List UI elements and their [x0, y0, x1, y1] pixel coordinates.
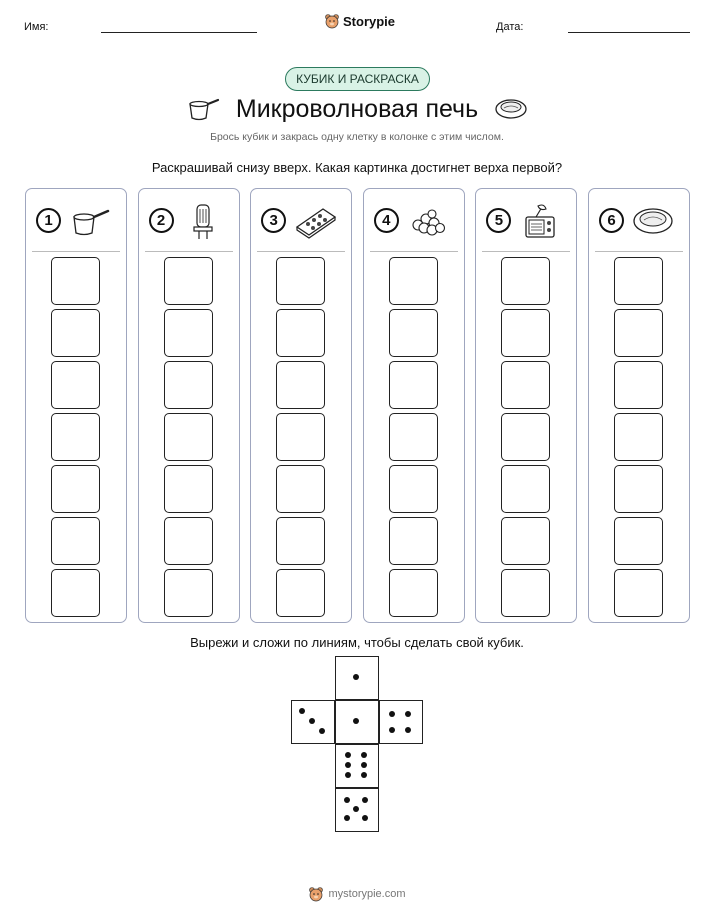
color-box[interactable]	[164, 517, 213, 565]
pip	[344, 815, 350, 821]
color-box[interactable]	[389, 517, 438, 565]
color-box[interactable]	[501, 569, 550, 617]
column-header	[139, 189, 239, 251]
color-box[interactable]	[51, 413, 100, 461]
saucepan-icon	[68, 201, 112, 241]
bowl-icon	[494, 96, 528, 122]
column-1	[25, 188, 127, 623]
column-4	[363, 188, 465, 623]
column-6	[588, 188, 690, 623]
color-box[interactable]	[501, 361, 550, 409]
popcorn-icon	[406, 201, 450, 241]
column-divider	[370, 251, 458, 252]
tray-icon	[293, 201, 337, 241]
pip	[345, 752, 351, 758]
pip	[389, 727, 395, 733]
color-box[interactable]	[51, 361, 100, 409]
title-row	[0, 93, 714, 127]
column-header	[589, 189, 689, 251]
cut-instruction: Вырежи и сложи по линиям, чтобы сделать свой кубик.	[190, 635, 524, 650]
pip	[345, 762, 351, 768]
date-line	[568, 32, 690, 33]
date-label: Дата:	[496, 21, 524, 33]
storypie-bear-icon	[324, 13, 340, 29]
color-box[interactable]	[501, 309, 550, 357]
column-header	[476, 189, 576, 251]
color-box[interactable]	[164, 465, 213, 513]
color-box[interactable]	[614, 517, 663, 565]
column-number: 1	[36, 208, 61, 233]
color-box[interactable]	[51, 257, 100, 305]
color-box[interactable]	[51, 465, 100, 513]
color-box[interactable]	[51, 569, 100, 617]
magnetron-tube-icon	[181, 201, 225, 241]
page-title: Микроволновая печь	[235, 95, 479, 123]
column-divider	[482, 251, 570, 252]
color-box[interactable]	[614, 465, 663, 513]
category-badge: КУБИК И РАСКРАСКА	[285, 67, 430, 91]
color-box[interactable]	[276, 257, 325, 305]
pip	[362, 797, 368, 803]
color-box[interactable]	[614, 569, 663, 617]
brand-logo	[324, 13, 395, 29]
color-box[interactable]	[164, 413, 213, 461]
columns-area	[25, 188, 690, 623]
column-header	[26, 189, 126, 251]
color-box[interactable]	[276, 517, 325, 565]
color-box[interactable]	[276, 465, 325, 513]
color-box[interactable]	[389, 413, 438, 461]
column-divider	[32, 251, 120, 252]
color-box[interactable]	[276, 361, 325, 409]
pip	[345, 772, 351, 778]
pip	[405, 727, 411, 733]
color-box[interactable]	[51, 517, 100, 565]
die-face-6	[335, 744, 379, 788]
column-header	[364, 189, 464, 251]
color-box[interactable]	[614, 361, 663, 409]
column-number: 3	[261, 208, 286, 233]
color-box[interactable]	[164, 257, 213, 305]
microwave-radio-icon	[518, 201, 562, 241]
instruction: Раскрашивай снизу вверх. Какая картинка достигнет верха первой?	[151, 160, 563, 175]
color-box[interactable]	[389, 465, 438, 513]
color-box[interactable]	[614, 309, 663, 357]
color-box[interactable]	[614, 257, 663, 305]
color-box[interactable]	[501, 413, 550, 461]
column-2	[138, 188, 240, 623]
pip	[361, 772, 367, 778]
color-box[interactable]	[164, 361, 213, 409]
name-line	[101, 32, 257, 33]
column-divider	[595, 251, 683, 252]
color-box[interactable]	[276, 413, 325, 461]
color-box[interactable]	[614, 413, 663, 461]
storypie-bear-icon	[308, 886, 324, 902]
column-3	[250, 188, 352, 623]
header	[0, 0, 714, 50]
color-box[interactable]	[389, 569, 438, 617]
color-box[interactable]	[164, 309, 213, 357]
subtitle: Брось кубик и закрась одну клетку в колонке с этим числом.	[210, 131, 504, 143]
die-face-1	[335, 700, 379, 744]
column-number: 6	[599, 208, 624, 233]
color-box[interactable]	[501, 517, 550, 565]
pip	[353, 718, 359, 724]
die-face-4	[379, 700, 423, 744]
pip	[362, 815, 368, 821]
column-divider	[257, 251, 345, 252]
die-face-5	[335, 788, 379, 832]
pip	[319, 728, 325, 734]
color-box[interactable]	[276, 569, 325, 617]
pip	[353, 674, 359, 680]
pip	[389, 711, 395, 717]
bowl-icon	[631, 201, 675, 241]
pip	[361, 762, 367, 768]
column-header	[251, 189, 351, 251]
column-number: 4	[374, 208, 399, 233]
brand-name: Storypie	[343, 13, 396, 29]
pip	[299, 708, 305, 714]
color-box[interactable]	[276, 309, 325, 357]
column-5	[475, 188, 577, 623]
pip	[361, 752, 367, 758]
pip	[405, 711, 411, 717]
pip	[309, 718, 315, 724]
die-face-1	[335, 656, 379, 700]
pip	[353, 806, 359, 812]
footer	[0, 886, 714, 902]
column-divider	[145, 251, 233, 252]
column-number: 2	[149, 208, 174, 233]
color-box[interactable]	[51, 309, 100, 357]
footer-url[interactable]: mystorypie.com	[328, 888, 406, 900]
color-box[interactable]	[501, 257, 550, 305]
color-box[interactable]	[389, 257, 438, 305]
pip	[344, 797, 350, 803]
column-number: 5	[486, 208, 511, 233]
color-box[interactable]	[389, 309, 438, 357]
color-box[interactable]	[164, 569, 213, 617]
name-label: Имя:	[24, 21, 49, 33]
color-box[interactable]	[501, 465, 550, 513]
die-face-3	[291, 700, 335, 744]
color-box[interactable]	[389, 361, 438, 409]
